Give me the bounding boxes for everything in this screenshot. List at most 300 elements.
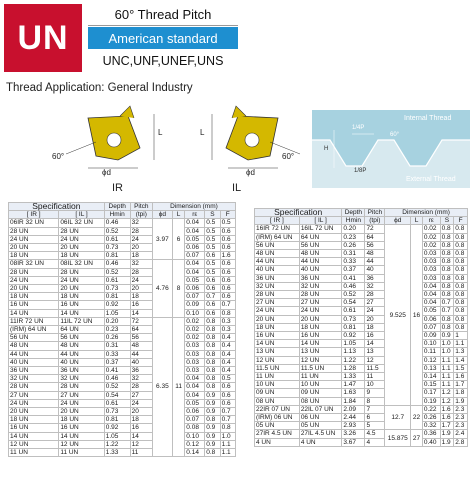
il-cell: 14 UN bbox=[59, 432, 104, 440]
tpi-cell: 14 bbox=[365, 340, 385, 348]
table-row bbox=[9, 260, 236, 268]
f-cell: 0.3 bbox=[220, 326, 235, 334]
tpi-cell: 14 bbox=[130, 309, 152, 317]
il-cell: 28 UN bbox=[299, 291, 342, 299]
tpi-cell: 27 bbox=[365, 299, 385, 307]
il-cell: 18 UN bbox=[59, 293, 104, 301]
re-cell: 0.04 bbox=[185, 383, 205, 391]
s-cell: 0.5 bbox=[205, 219, 220, 227]
s-header: S bbox=[440, 217, 454, 225]
f-cell: 0.8 bbox=[454, 233, 468, 241]
hmin-cell: 0.73 bbox=[104, 408, 130, 416]
spec-table-left bbox=[8, 202, 236, 457]
ir-cell: 32 UN bbox=[9, 375, 59, 383]
il-cell: 08 UN bbox=[299, 397, 342, 405]
table-row bbox=[9, 334, 236, 342]
f-cell: 0.6 bbox=[220, 260, 235, 268]
ir-cell: 28 UN bbox=[9, 268, 59, 276]
s-cell: 1.6 bbox=[440, 414, 454, 422]
ir-cell: 14 UN bbox=[255, 340, 300, 348]
f-cell: 0.8 bbox=[454, 258, 468, 266]
f-cell: 1 bbox=[454, 332, 468, 340]
tpi-cell: 10 bbox=[365, 381, 385, 389]
hmin-cell: 0.23 bbox=[104, 326, 130, 334]
ir-cell: 48 UN bbox=[255, 250, 300, 258]
re-cell: 0.04 bbox=[422, 299, 440, 307]
re-cell: 0.02 bbox=[422, 225, 440, 233]
s-cell: 0.5 bbox=[205, 260, 220, 268]
re-cell: 0.26 bbox=[422, 414, 440, 422]
hmin-cell: 0.54 bbox=[104, 391, 130, 399]
s-cell: 0.8 bbox=[205, 367, 220, 375]
table-row bbox=[9, 391, 236, 399]
application-label: Thread Application: General Industry bbox=[6, 82, 193, 94]
f-cell: 2.3 bbox=[454, 422, 468, 430]
re-cell: 0.08 bbox=[185, 424, 205, 432]
hmin-cell: 0.37 bbox=[104, 358, 130, 366]
il-cell: 16IL 72 UN bbox=[299, 225, 342, 233]
re-cell: 0.10 bbox=[185, 432, 205, 440]
table-row bbox=[9, 440, 236, 448]
f-cell: 1.6 bbox=[220, 252, 235, 260]
s-cell: 1.1 bbox=[440, 381, 454, 389]
hmin-cell: 0.54 bbox=[342, 299, 365, 307]
s-cell: 1.0 bbox=[440, 340, 454, 348]
tpi-cell: 24 bbox=[130, 399, 152, 407]
f-cell: 0.3 bbox=[220, 317, 235, 325]
table-row bbox=[255, 225, 468, 233]
il-cell: 24 UN bbox=[59, 399, 104, 407]
spec-table-right bbox=[254, 208, 468, 447]
s-cell: 1.2 bbox=[440, 389, 454, 397]
ir-cell: 27IR 4.5 UN bbox=[255, 430, 300, 438]
f-cell: 0.8 bbox=[454, 323, 468, 331]
d-cell: 6.35 bbox=[152, 317, 172, 456]
hmin-cell: 0.73 bbox=[342, 315, 365, 323]
il-cell: 56 UN bbox=[59, 334, 104, 342]
f-cell: 0.7 bbox=[220, 408, 235, 416]
s-cell: 0.8 bbox=[205, 375, 220, 383]
table-row bbox=[255, 233, 468, 241]
re-cell: 0.09 bbox=[422, 332, 440, 340]
re-cell: 0.05 bbox=[185, 399, 205, 407]
f-cell: 0.8 bbox=[454, 250, 468, 258]
s-cell: 0.6 bbox=[205, 285, 220, 293]
table-row bbox=[255, 241, 468, 249]
ir-cell: 24 UN bbox=[9, 276, 59, 284]
tpi-cell: 36 bbox=[365, 274, 385, 282]
dimension-header: Dimension (mm) bbox=[385, 209, 468, 217]
s-cell: 1.9 bbox=[440, 430, 454, 438]
tpi-cell: 16 bbox=[130, 301, 152, 309]
re-cell: 0.03 bbox=[185, 367, 205, 375]
re-cell: 0.05 bbox=[185, 276, 205, 284]
re-cell: 0.10 bbox=[422, 340, 440, 348]
f-cell: 0.6 bbox=[220, 391, 235, 399]
s-cell: 1.0 bbox=[440, 348, 454, 356]
tpi-cell: 11 bbox=[130, 449, 152, 457]
d-header: ϕd bbox=[152, 211, 172, 219]
il-cell: 28 UN bbox=[59, 383, 104, 391]
f-cell: 0.8 bbox=[454, 266, 468, 274]
hmin-cell: 0.92 bbox=[104, 301, 130, 309]
ir-cell: 36 UN bbox=[255, 274, 300, 282]
thread-types-label: UNC,UNF,UNEF,UNS bbox=[88, 50, 238, 72]
table-row bbox=[9, 424, 236, 432]
ir-cell: 11.5 UN bbox=[255, 364, 300, 372]
hmin-cell: 0.61 bbox=[104, 399, 130, 407]
hmin-cell: 0.61 bbox=[104, 235, 130, 243]
hmin-cell: 0.81 bbox=[342, 323, 365, 331]
ir-cell: 16 UN bbox=[9, 301, 59, 309]
tpi-cell: 20 bbox=[130, 244, 152, 252]
table-row bbox=[9, 268, 236, 276]
il-cell: 56 UN bbox=[299, 241, 342, 249]
il-cell: 40 UN bbox=[59, 358, 104, 366]
il-cell: 11.5 UN bbox=[299, 364, 342, 372]
ir-cell: 13 UN bbox=[255, 348, 300, 356]
il-cell: 24 UN bbox=[299, 307, 342, 315]
thread-profile-diagram bbox=[312, 110, 470, 188]
tpi-cell: 18 bbox=[130, 416, 152, 424]
table-row bbox=[9, 449, 236, 457]
re-cell: 0.14 bbox=[185, 449, 205, 457]
re-cell: 0.07 bbox=[422, 323, 440, 331]
f-cell: 2.8 bbox=[454, 438, 468, 446]
l-cell: 22 bbox=[411, 405, 423, 430]
s-cell: 0.9 bbox=[205, 424, 220, 432]
s-cell: 0.9 bbox=[205, 432, 220, 440]
s-cell: 0.9 bbox=[205, 408, 220, 416]
s-cell: 0.8 bbox=[440, 241, 454, 249]
ir-cell: 24 UN bbox=[255, 307, 300, 315]
f-cell: 1.9 bbox=[454, 397, 468, 405]
table-row bbox=[255, 364, 468, 372]
hmin-cell: 0.52 bbox=[104, 268, 130, 276]
table-row bbox=[9, 235, 236, 243]
f-cell: 0.5 bbox=[220, 375, 235, 383]
ir-cell: (IRM) 64 UN bbox=[9, 326, 59, 334]
hmin-cell: 0.33 bbox=[104, 350, 130, 358]
l-cell: 11 bbox=[172, 317, 184, 456]
table-row bbox=[9, 244, 236, 252]
hmin-header: Hmin bbox=[342, 217, 365, 225]
il-cell: 14 UN bbox=[59, 309, 104, 317]
hmin-cell: 1.33 bbox=[104, 449, 130, 457]
s-cell: 0.9 bbox=[205, 440, 220, 448]
hmin-cell: 1.22 bbox=[342, 356, 365, 364]
tpi-cell: 24 bbox=[130, 276, 152, 284]
s-cell: 0.8 bbox=[440, 282, 454, 290]
table-row bbox=[9, 285, 236, 293]
f-cell: 0.8 bbox=[454, 291, 468, 299]
standard-label: American standard bbox=[88, 27, 238, 49]
table-row bbox=[255, 332, 468, 340]
il-header: [ IL ] bbox=[299, 217, 342, 225]
il-cell: 14 UN bbox=[299, 340, 342, 348]
ir-cell: 20 UN bbox=[9, 244, 59, 252]
ir-cell: 08IR 32 UN bbox=[9, 260, 59, 268]
tpi-cell: 72 bbox=[130, 317, 152, 325]
hmin-cell: 1.22 bbox=[104, 440, 130, 448]
f-cell: 0.6 bbox=[220, 383, 235, 391]
table-row bbox=[9, 342, 236, 350]
tpi-cell: 5 bbox=[365, 422, 385, 430]
s-cell: 0.9 bbox=[205, 399, 220, 407]
ir-header: [ IR ] bbox=[255, 217, 300, 225]
il-cell: 20 UN bbox=[59, 285, 104, 293]
ir-cell: 05 UN bbox=[255, 422, 300, 430]
re-cell: 0.04 bbox=[185, 375, 205, 383]
ir-l-label: L bbox=[158, 128, 163, 137]
hmin-cell: 3.26 bbox=[342, 430, 365, 438]
il-cell: 36 UN bbox=[59, 367, 104, 375]
s-cell: 0.8 bbox=[440, 225, 454, 233]
re-cell: 0.04 bbox=[185, 227, 205, 235]
ir-cell: 09 UN bbox=[255, 389, 300, 397]
hmin-cell: 0.46 bbox=[104, 219, 130, 227]
table-row bbox=[255, 373, 468, 381]
il-cell: 18 UN bbox=[59, 252, 104, 260]
table-row bbox=[9, 416, 236, 424]
re-cell: 0.04 bbox=[422, 291, 440, 299]
l-cell: 6 bbox=[172, 219, 184, 260]
f-cell: 0.4 bbox=[220, 358, 235, 366]
ir-cell: 32 UN bbox=[255, 282, 300, 290]
ir-cell: 44 UN bbox=[255, 258, 300, 266]
table-row bbox=[255, 274, 468, 282]
table-row bbox=[9, 432, 236, 440]
tpi-cell: 6 bbox=[365, 414, 385, 422]
tpi-cell: 18 bbox=[130, 293, 152, 301]
f-cell: 0.6 bbox=[220, 235, 235, 243]
ir-cell: 18 UN bbox=[255, 323, 300, 331]
il-cell: 06 UN bbox=[299, 414, 342, 422]
hmin-cell: 0.46 bbox=[104, 260, 130, 268]
il-cell: 4 UN bbox=[299, 438, 342, 446]
s-cell: 1.1 bbox=[440, 356, 454, 364]
re-cell: 0.02 bbox=[185, 334, 205, 342]
s-cell: 0.8 bbox=[205, 350, 220, 358]
table-row bbox=[255, 323, 468, 331]
s-cell: 0.8 bbox=[205, 326, 220, 334]
ir-cell: 28 UN bbox=[9, 383, 59, 391]
hmin-cell: 1.47 bbox=[342, 381, 365, 389]
s-cell: 0.8 bbox=[205, 334, 220, 342]
tpi-header: (tpi) bbox=[130, 211, 152, 219]
table-row bbox=[255, 315, 468, 323]
il-cell: 11 UN bbox=[59, 449, 104, 457]
il-cell: 27 UN bbox=[59, 391, 104, 399]
s-cell: 0.8 bbox=[440, 291, 454, 299]
hmin-cell: 1.05 bbox=[342, 340, 365, 348]
hmin-cell: 0.81 bbox=[104, 293, 130, 301]
hmin-cell: 0.52 bbox=[104, 227, 130, 235]
tpi-cell: 64 bbox=[365, 233, 385, 241]
hmin-cell: 0.46 bbox=[342, 282, 365, 290]
s-cell: 0.6 bbox=[205, 301, 220, 309]
re-cell: 0.02 bbox=[422, 241, 440, 249]
il-cell: 20 UN bbox=[59, 408, 104, 416]
ir-cell: 27 UN bbox=[9, 391, 59, 399]
tpi-cell: 7 bbox=[365, 405, 385, 413]
re-cell: 0.13 bbox=[422, 364, 440, 372]
depth-header: Depth bbox=[104, 203, 130, 211]
hmin-cell: 0.20 bbox=[104, 317, 130, 325]
f-cell: 0.8 bbox=[454, 225, 468, 233]
hmin-cell: 3.67 bbox=[342, 438, 365, 446]
f-cell: 2.3 bbox=[454, 414, 468, 422]
il-cell: 24 UN bbox=[59, 276, 104, 284]
il-cell: 44 UN bbox=[299, 258, 342, 266]
re-cell: 0.03 bbox=[185, 350, 205, 358]
hmin-cell: 0.23 bbox=[342, 233, 365, 241]
re-cell: 0.14 bbox=[422, 373, 440, 381]
re-cell: 0.36 bbox=[422, 430, 440, 438]
tpi-cell: 44 bbox=[365, 258, 385, 266]
hmin-cell: 1.05 bbox=[104, 309, 130, 317]
f-cell: 0.6 bbox=[220, 285, 235, 293]
ir-insert-drawing bbox=[58, 98, 170, 180]
il-cell: 08IL 32 UN bbox=[59, 260, 104, 268]
hmin-cell: 1.28 bbox=[342, 364, 365, 372]
re-cell: 0.15 bbox=[422, 381, 440, 389]
tpi-cell: 18 bbox=[365, 323, 385, 331]
f-cell: 0.5 bbox=[220, 219, 235, 227]
s-cell: 0.6 bbox=[205, 252, 220, 260]
ir-cell: 27 UN bbox=[255, 299, 300, 307]
table-row bbox=[9, 301, 236, 309]
s-cell: 0.6 bbox=[205, 309, 220, 317]
depth-header: Depth bbox=[342, 209, 365, 217]
re-cell: 0.03 bbox=[422, 258, 440, 266]
l-header: L bbox=[411, 217, 423, 225]
s-cell: 0.7 bbox=[440, 307, 454, 315]
tpi-cell: 28 bbox=[130, 383, 152, 391]
d-cell: 4.76 bbox=[152, 260, 172, 317]
re-cell: 0.03 bbox=[422, 250, 440, 258]
d-cell: 9.525 bbox=[385, 225, 411, 405]
il-cell: 28 UN bbox=[59, 227, 104, 235]
f-cell: 0.4 bbox=[220, 334, 235, 342]
ir-cell: 56 UN bbox=[255, 241, 300, 249]
s-cell: 0.8 bbox=[440, 274, 454, 282]
il-cell: 28 UN bbox=[59, 268, 104, 276]
hmin-cell: 0.20 bbox=[342, 225, 365, 233]
f-header: F bbox=[454, 217, 468, 225]
re-cell: 0.06 bbox=[185, 285, 205, 293]
f-cell: 2.3 bbox=[454, 405, 468, 413]
s-cell: 0.6 bbox=[205, 276, 220, 284]
table-row bbox=[255, 422, 468, 430]
f-cell: 1.1 bbox=[220, 440, 235, 448]
ir-cell: 11IR 72 UN bbox=[9, 317, 59, 325]
table-row bbox=[9, 367, 236, 375]
tpi-cell: 20 bbox=[130, 285, 152, 293]
il-cell: 16 UN bbox=[299, 332, 342, 340]
s-cell: 1.6 bbox=[440, 405, 454, 413]
ir-cell: 20 UN bbox=[9, 408, 59, 416]
re-cell: 0.22 bbox=[422, 405, 440, 413]
tpi-cell: 14 bbox=[130, 432, 152, 440]
f-cell: 2.4 bbox=[454, 430, 468, 438]
pitch-header: Pitch bbox=[365, 209, 385, 217]
il-cell: 16 UN bbox=[59, 301, 104, 309]
table-row bbox=[9, 227, 236, 235]
table-row bbox=[255, 266, 468, 274]
table-row bbox=[9, 350, 236, 358]
re-cell: 0.04 bbox=[422, 282, 440, 290]
ir-cell: 36 UN bbox=[9, 367, 59, 375]
tpi-header: (tpi) bbox=[365, 217, 385, 225]
il-cell: 11 UN bbox=[299, 373, 342, 381]
ir-angle-label: 60° bbox=[52, 152, 65, 161]
table-row bbox=[255, 291, 468, 299]
f-cell: 0.8 bbox=[220, 424, 235, 432]
s-cell: 0.5 bbox=[205, 244, 220, 252]
hmin-cell: 1.63 bbox=[342, 389, 365, 397]
tpi-cell: 28 bbox=[130, 268, 152, 276]
hmin-cell: 0.73 bbox=[104, 244, 130, 252]
il-cell: 16 UN bbox=[59, 424, 104, 432]
il-cell: 09 UN bbox=[299, 389, 342, 397]
s-cell: 0.8 bbox=[205, 383, 220, 391]
l-cell: 8 bbox=[172, 260, 184, 317]
tpi-cell: 12 bbox=[130, 440, 152, 448]
d-header: ϕd bbox=[385, 217, 411, 225]
s-cell: 1.1 bbox=[440, 364, 454, 372]
ir-cell: 08 UN bbox=[255, 397, 300, 405]
hmin-cell: 0.26 bbox=[342, 241, 365, 249]
re-cell: 0.02 bbox=[185, 317, 205, 325]
tpi-cell: 20 bbox=[130, 408, 152, 416]
s-cell: 0.8 bbox=[205, 449, 220, 457]
hmin-cell: 0.61 bbox=[342, 307, 365, 315]
re-cell: 0.03 bbox=[422, 274, 440, 282]
f-cell: 0.4 bbox=[220, 367, 235, 375]
ir-cell: 11 UN bbox=[9, 449, 59, 457]
s-cell: 0.8 bbox=[440, 323, 454, 331]
table-row bbox=[255, 356, 468, 364]
il-cell: 40 UN bbox=[299, 266, 342, 274]
tpi-cell: 18 bbox=[130, 252, 152, 260]
il-cell: 44 UN bbox=[59, 350, 104, 358]
il-header: [ IL ] bbox=[59, 211, 104, 219]
s-cell: 0.7 bbox=[440, 299, 454, 307]
f-cell: 0.8 bbox=[454, 282, 468, 290]
table-row bbox=[9, 383, 236, 391]
s-cell: 0.7 bbox=[205, 293, 220, 301]
f-cell: 0.6 bbox=[220, 399, 235, 407]
ir-cell: 24 UN bbox=[9, 399, 59, 407]
il-cell: 20 UN bbox=[59, 244, 104, 252]
re-cell: 0.19 bbox=[422, 397, 440, 405]
ir-header: [ IR ] bbox=[9, 211, 59, 219]
re-cell: 0.03 bbox=[185, 358, 205, 366]
s-cell: 0.9 bbox=[205, 391, 220, 399]
il-phi-d-label: ϕd bbox=[246, 168, 255, 177]
tpi-cell: 32 bbox=[130, 219, 152, 227]
tpi-cell: 56 bbox=[365, 241, 385, 249]
table-row bbox=[9, 408, 236, 416]
external-thread-label: External Thread bbox=[406, 176, 456, 183]
hmin-cell: 0.92 bbox=[342, 332, 365, 340]
hmin-cell: 0.41 bbox=[342, 274, 365, 282]
hmin-cell: 0.37 bbox=[342, 266, 365, 274]
s-cell: 0.8 bbox=[205, 358, 220, 366]
il-cell: 11IL 72 UN bbox=[59, 317, 104, 325]
table-row bbox=[255, 381, 468, 389]
